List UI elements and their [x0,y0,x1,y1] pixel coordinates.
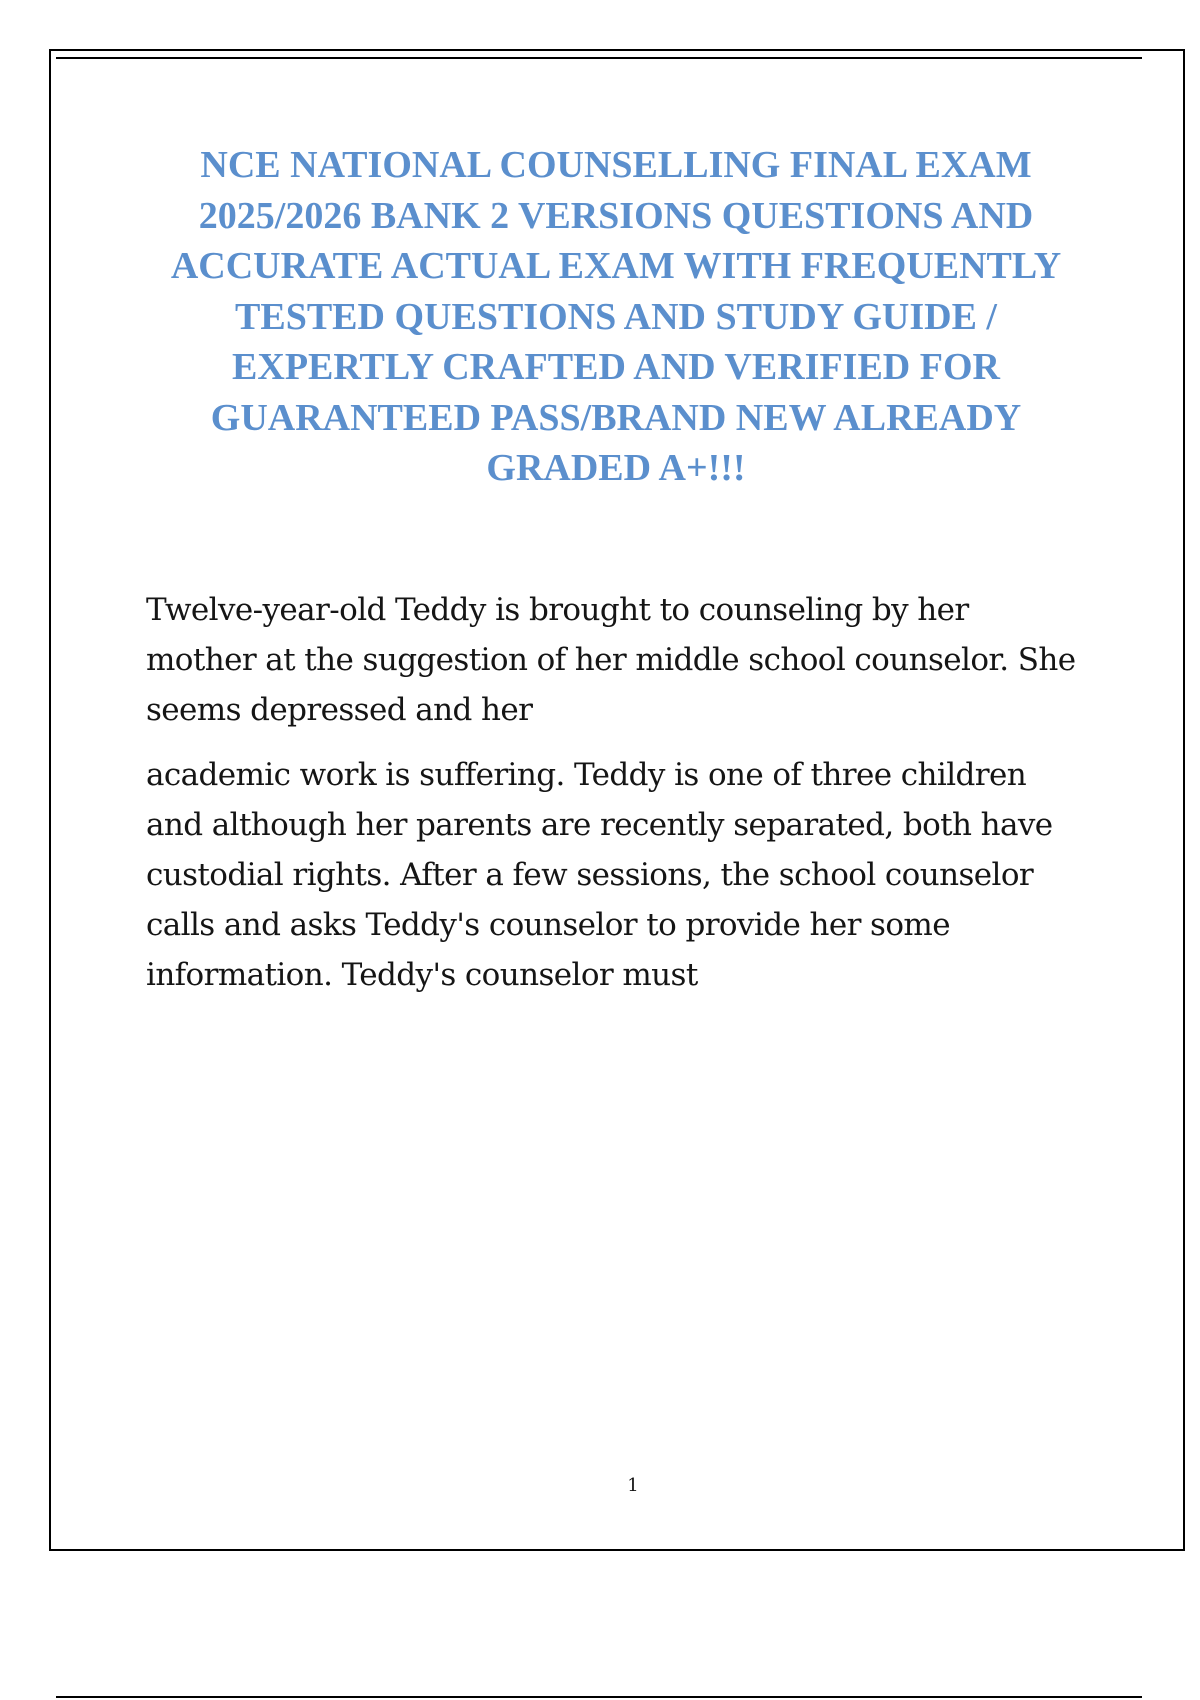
question-paragraph-1: Twelve-year-old Teddy is brought to counseling by her mother at the suggestion of her middle school counselor. She seems depressed and her [146,592,1076,728]
bottom-rule-divider [56,1696,1142,1698]
top-rule-divider [56,57,1142,59]
question-paragraph-2: academic work is suffering. Teddy is one of three children and although her parents are recently separated, both have custodial rights. After a few sessions, the school counselor calls and asks Teddy's counselor to provide her some information. Teddy's counselor must [146,757,1053,993]
document-title: NCE NATIONAL COUNSELLING FINAL EXAM 2025/2026 BANK 2 VERSIONS QUESTIONS AND ACCURATE ACTUAL EXAM WITH FREQUENTLY TESTED QUESTIONS AND STUDY GUIDE / EXPERTLY CRAFTED AND VERIFIED FOR GUARANTEED PASS/BRAND NEW ALREADY GRADED A+!!! [170,144,1062,489]
page-number: 1 [627,1475,639,1496]
